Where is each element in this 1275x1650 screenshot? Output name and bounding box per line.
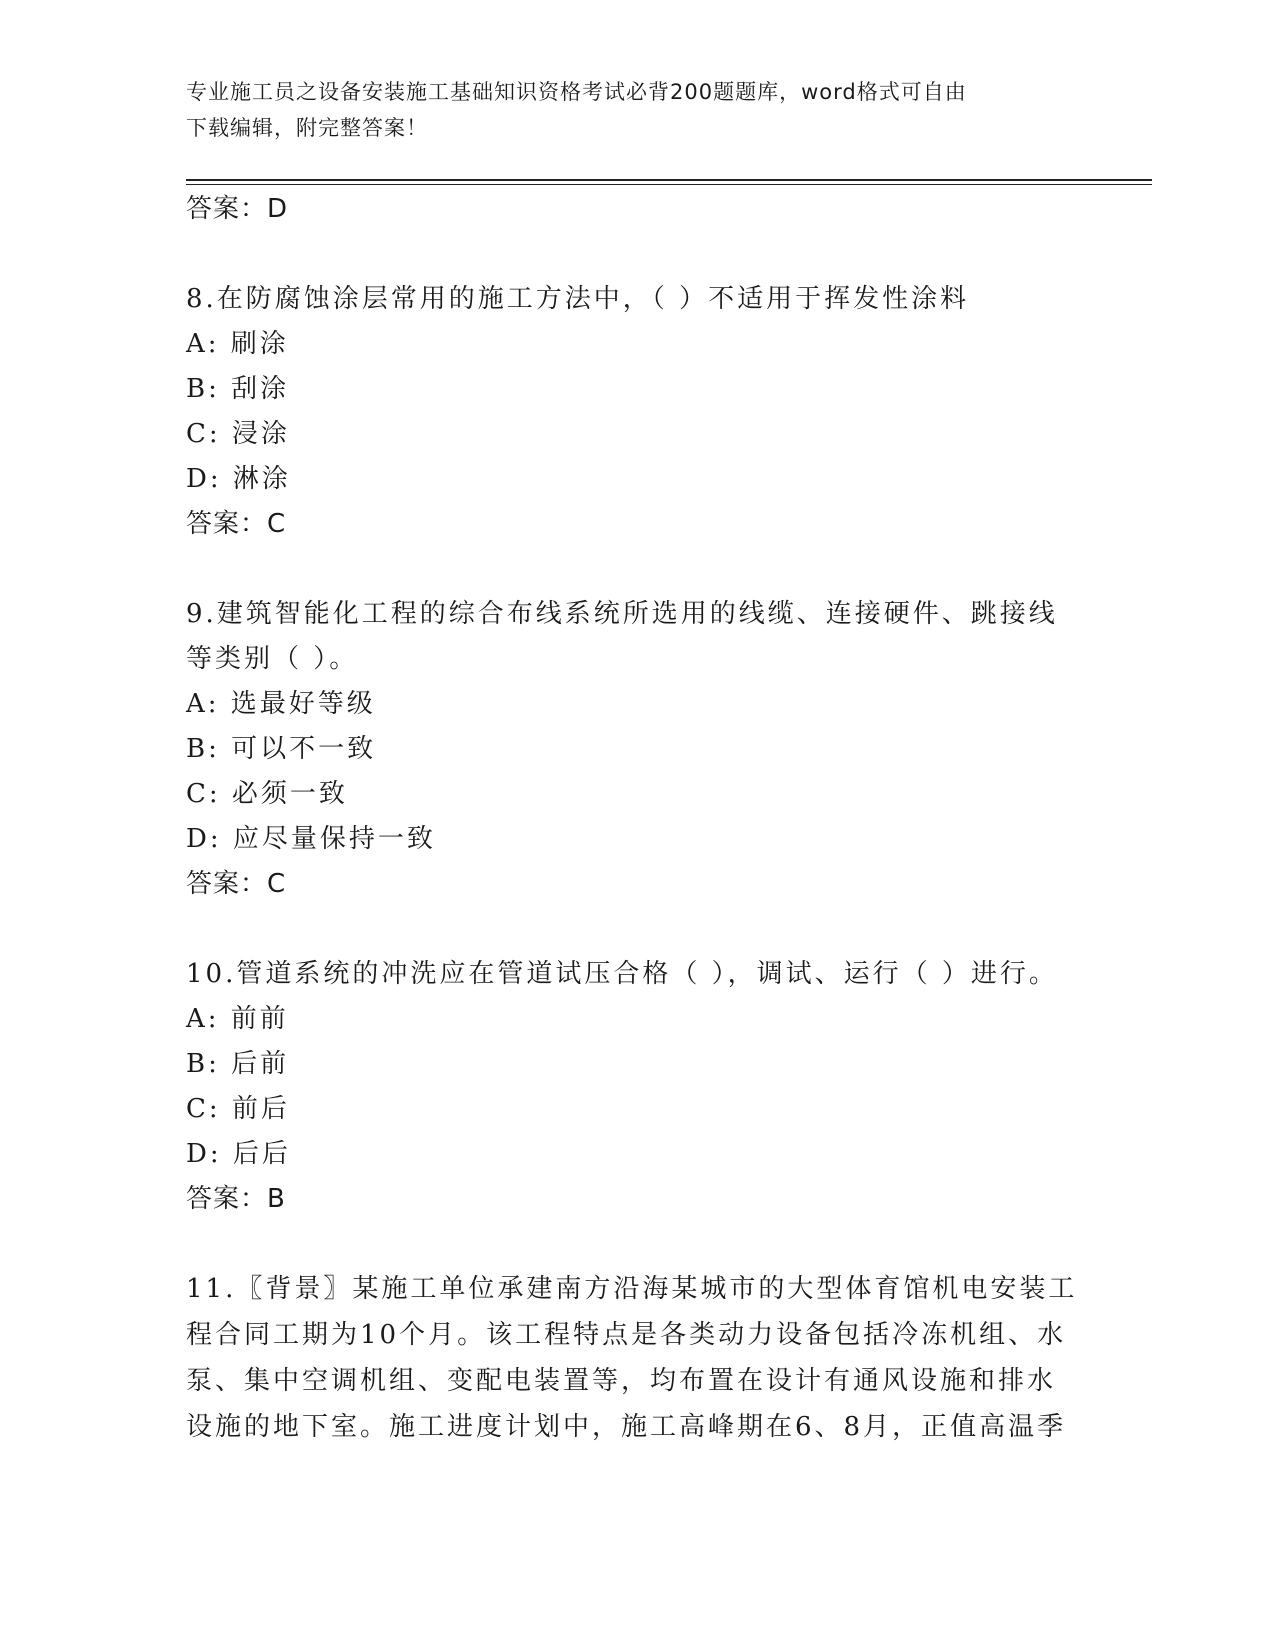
header-line-1: 专业施工员之设备安装施工基础知识资格考试必背200题题库，word格式可自由 bbox=[186, 80, 967, 104]
answer-8: 答案：C bbox=[186, 509, 287, 539]
question-9-line-2: 等类别（ ）。 bbox=[186, 644, 359, 674]
q10-option-b: B: 后前 bbox=[186, 1049, 290, 1079]
q9-option-a: A: 选最好等级 bbox=[186, 689, 376, 719]
q8-option-a: A: 刷涂 bbox=[186, 329, 289, 359]
document-header bbox=[186, 74, 1086, 146]
question-10: 10.管道系统的冲洗应在管道试压合格（ ），调试、运行（ ）进行。 bbox=[186, 959, 1058, 989]
header-rule-thick bbox=[186, 179, 1152, 181]
q9-option-b: B: 可以不一致 bbox=[186, 734, 377, 764]
question-8: 8.在防腐蚀涂层常用的施工方法中，（ ）不适用于挥发性涂料 bbox=[186, 284, 970, 314]
question-11-line-1: 11.〖背景〗某施工单位承建南方沿海某城市的大型体育馆机电安装工 bbox=[186, 1274, 1078, 1304]
answer-7: 答案：D bbox=[186, 194, 289, 224]
q9-option-c: C: 必须一致 bbox=[186, 779, 348, 809]
question-11-line-2: 程合同工期为10个月。该工程特点是各类动力设备包括冷冻机组、水 bbox=[186, 1320, 1067, 1350]
header-line-2: 下载编辑，附完整答案！ bbox=[186, 116, 428, 140]
q10-option-c: C: 前后 bbox=[186, 1094, 290, 1124]
question-11-line-4: 设施的地下室。施工进度计划中，施工高峰期在6、8月，正值高温季 bbox=[186, 1412, 1067, 1442]
question-11-line-3: 泵、集中空调机组、变配电装置等，均布置在设计有通风设施和排水 bbox=[186, 1366, 1057, 1396]
q8-option-d: D: 淋涂 bbox=[186, 464, 291, 494]
header-rule-thin bbox=[186, 184, 1152, 185]
q9-option-d: D: 应尽量保持一致 bbox=[186, 824, 436, 854]
answer-9: 答案：C bbox=[186, 869, 287, 899]
q10-option-d: D: 后后 bbox=[186, 1139, 291, 1169]
q10-option-a: A: 前前 bbox=[186, 1004, 289, 1034]
q8-option-b: B: 刮涂 bbox=[186, 374, 290, 404]
question-9-line-1: 9.建筑智能化工程的综合布线系统所选用的线缆、连接硬件、跳接线 bbox=[186, 599, 1058, 629]
answer-10: 答案：B bbox=[186, 1184, 286, 1214]
q8-option-c: C: 浸涂 bbox=[186, 419, 290, 449]
